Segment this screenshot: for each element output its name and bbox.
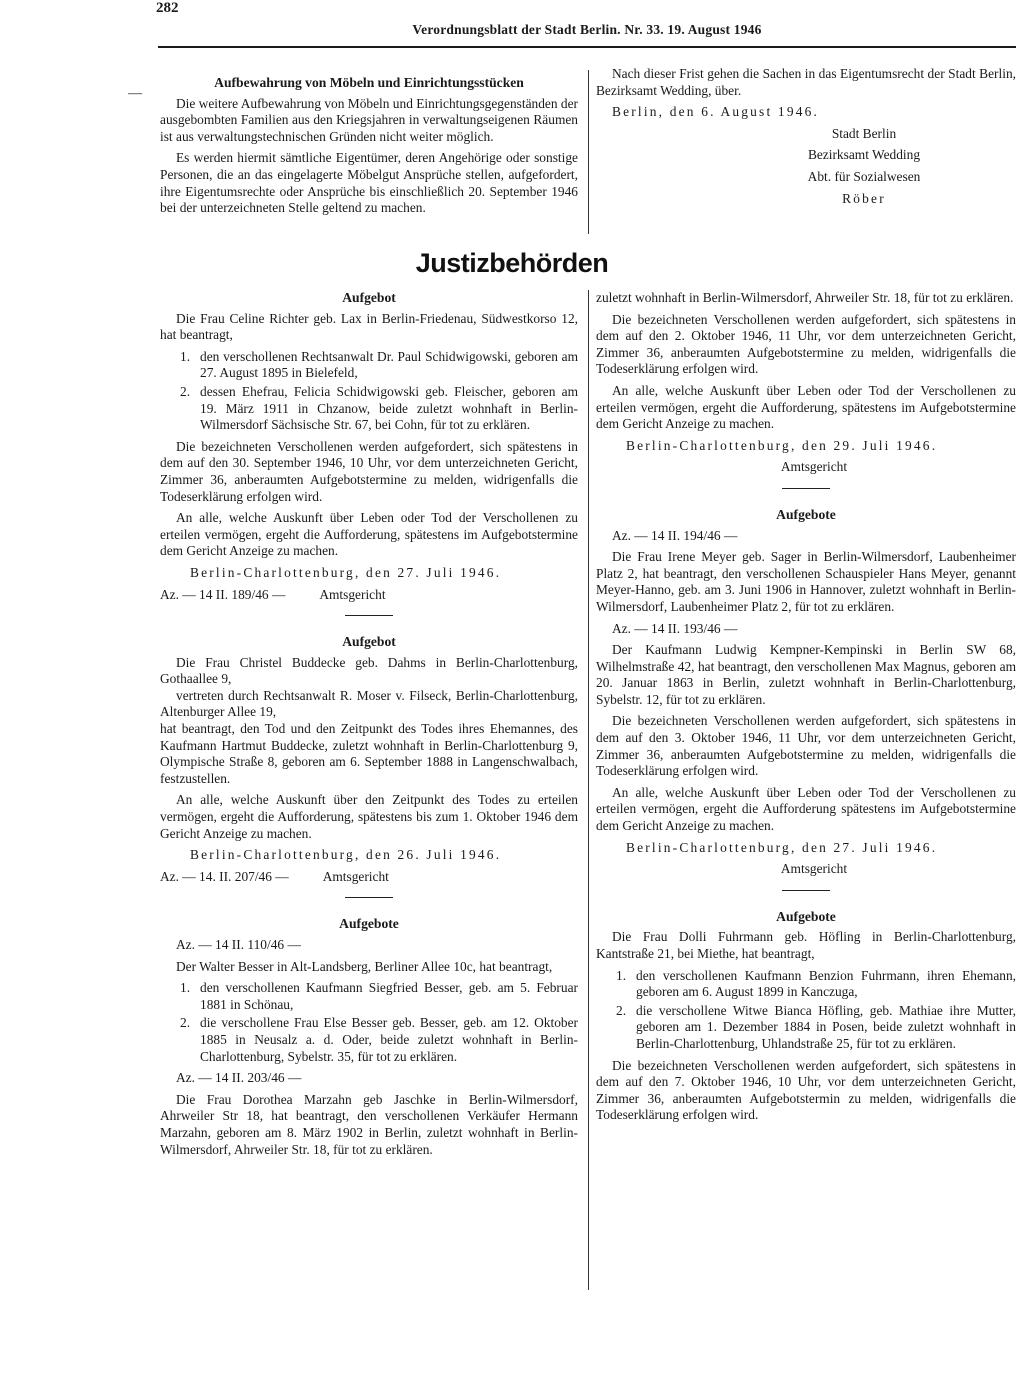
aufgebot-1 — [160, 290, 578, 616]
aufgebote-4-place-date: Berlin-Charlottenburg, den 27. Juli 1946. — [626, 839, 938, 855]
aufgebote-3-place-date: Berlin-Charlottenburg, den 29. Juli 1946. — [626, 437, 938, 453]
list-item: 1. den verschollenen Rechtsanwalt Dr. Paul Schidwigowski, geboren am 27. August 1895 in Bielefeld, — [180, 348, 578, 381]
section-separator — [782, 890, 830, 891]
case-number: Az. — 14 II. 110/46 — — [176, 937, 301, 952]
notice-place-date: Berlin, den 6. August 1946. — [612, 104, 820, 120]
notice-signature-2: Bezirksamt Wedding — [807, 147, 921, 163]
aufgebote-3-continuation: zuletzt wohnhaft in Berlin-Wilmersdorf, Ahrweiler Str. 18, für tot zu erklären. — [596, 290, 1014, 305]
aufgebote-5-list — [596, 968, 1016, 1053]
notice-right-column — [596, 66, 1016, 212]
aufgebote-5 — [596, 909, 1016, 1124]
court-name: Amtsgericht — [780, 861, 848, 877]
case-number: Az. — 14 II. 193/46 — — [612, 620, 738, 636]
case-number: Az. — 14 II. 194/46 — — [612, 527, 738, 543]
list-item: 2. die verschollene Frau Else Besser geb. Besser, geb. am 12. Oktober 1885 in Neusalz a. d. Oder, beide zuletzt wohnhaft in Berlin-Charlottenburg, Sybelstr. 35, für tot zu erklären. — [180, 1015, 578, 1064]
page-number: 282 — [156, 0, 179, 16]
aufgebote-3-intro-2: Die Frau Dorothea Marzahn geb Jaschke in Berlin-Wilmersdorf, Ahrweiler Str 18, hat beantragt, den verschollenen Verkäufer Hermann Marzahn, geboren am 8. März 1902 in Berlin, zuletzt wohnhaft in Berlin-Wilmersdorf, Ahrweiler Str. 18, für tot zu erklären. — [160, 1091, 578, 1157]
column-divider-top — [588, 70, 589, 234]
column-divider-main — [588, 290, 589, 1290]
notice-title: Aufbewahrung von Möbeln und Einrichtungsstücken — [214, 75, 524, 90]
aufgebot-2-paragraph-2: An alle, welche Auskunft über den Zeitpunkt des Todes zu erteilen vermögen, ergeht die Aufforderung, spätestens bis zum 1. Oktober 1946 dem Gericht Anzeige zu machen. — [160, 792, 578, 841]
notice-left-column — [160, 75, 578, 216]
list-item: 2. dessen Ehefrau, Felicia Schidwigowski geb. Fleischer, geboren am 19. März 1911 in Chzanow, beide zuletzt wohnhaft in Berlin-Wilmersdorf Sächsische Str. 67, bei Cohn, für tot zu erklären. — [180, 383, 578, 433]
list-item: 1. den verschollenen Kaufmann Benzion Fuhrmann, ihren Ehemann, geboren am 6. August 1899 in Kanczuga, — [616, 967, 1016, 1000]
header-rule — [158, 46, 1016, 48]
left-column — [160, 290, 578, 1157]
aufgebote-3-paragraph-1: Die bezeichneten Verschollenen werden aufgefordert, sich spätestens in dem auf den 2. Oktober 1946, 11 Uhr, vor dem unterzeichneten Gericht, Zimmer 36, anberaumten Aufgebotstermine zu melden, widrigenfalls die Todeserklärung erfolgen wird. — [596, 311, 1016, 377]
aufgebot-2-title: Aufgebot — [342, 634, 396, 650]
notice-signature-1: Stadt Berlin — [831, 125, 897, 141]
aufgebote-4-intro-1: Die Frau Irene Meyer geb. Sager in Berlin-Wilmersdorf, Laubenheimer Platz 2, hat beantragt, den verschollenen Schauspieler Hans Meyer, genannt Meyer-Hanno, geb. am 3. Juni 1906 in Hannover, zuletzt wohnhaft in Berlin-Wilmersdorf, Laubenheimer Platz 2, für tot zu erklären. — [596, 549, 1016, 614]
aufgebot-2-body: hat beantragt, den Tod und den Zeitpunkt des Todes ihres Ehemannes, des Kaufmann Hartmut Buddecke, zuletzt wohnhaft in Berlin-Charlottenburg 9, Olympische Straße 8, geboren am 6. September 1888 in Langenschwalbach, festzustellen. — [160, 721, 578, 786]
aufgebot-2-place-date: Berlin-Charlottenburg, den 26. Juli 1946. — [190, 847, 502, 863]
aufgebote-3-list — [160, 980, 578, 1065]
aufgebot-1-paragraph-1: Die bezeichneten Verschollenen werden aufgefordert, sich spätestens in dem auf den 30. September 1946, 10 Uhr, vor dem unterzeichneten Gericht, Zimmer 36, anberaumten Aufgebotstermine zu melden, widrigenfalls die Todeserklärung erfolgen wird. — [160, 438, 578, 504]
aufgebot-2-intro: Die Frau Christel Buddecke geb. Dahms in Berlin-Charlottenburg, Gothaallee 9, — [160, 654, 578, 687]
aufgebot-1-paragraph-2: An alle, welche Auskunft über Leben oder Tod der Verschollenen zu erteilen vermögen, ergeht die Aufforderung, spätestens im Aufgebotstermine dem Gericht Anzeige zu machen. — [160, 510, 578, 559]
page-header: Verordnungsblatt der Stadt Berlin. Nr. 33. 19. August 1946 — [412, 22, 762, 37]
aufgebote-4-paragraph-1: Die bezeichneten Verschollenen werden aufgefordert, sich spätestens in dem auf den 3. Oktober 1946, 11 Uhr, vor dem unterzeichneten Gericht, Zimmer 36, anberaumten Aufgebotstermine zu melden, widrigenfalls die Todeserklärung erfolgen wird. — [596, 713, 1016, 779]
notice-paragraph-1: Die weitere Aufbewahrung von Möbeln und Einrichtungsgegenständen der ausgebombten Familien aus den Kriegsjahren in verwaltungseigenen Räumen ist aus verwaltungstechnischen Gründen nicht weiter möglich. — [160, 95, 578, 144]
court-name: Amtsgericht — [780, 459, 848, 475]
aufgebote-4-intro-2: Der Kaufmann Ludwig Kempner-Kempinski in Berlin SW 68, Wilhelmstraße 42, hat beantragt, den verschollenen Max Magnus, geboren am 20. Januar 1863 in Berlin, zuletzt wohnhaft in Berlin-Charlottenburg, Sybelstr. 12, für tot zu erklären. — [596, 642, 1016, 707]
aufgebote-3-continued — [596, 290, 1016, 489]
aufgebote-5-paragraph-1: Die bezeichneten Verschollenen werden aufgefordert, sich spätestens in dem auf den 7. Oktober 1946, 10 Uhr, vor dem unterzeichneten Gericht, Zimmer 36, anberaumten Aufgebotstermin zu melden, widrigenfalls die Todeserklärung erfolgen wird. — [596, 1057, 1016, 1123]
aufgebote-4-title: Aufgebote — [776, 506, 836, 522]
section-title: Justizbehörden — [415, 248, 609, 278]
list-item: 2. die verschollene Witwe Bianca Höfling, geb. Mathiae ihre Mutter, geboren am 1. Dezember 1884 in Posen, beide zuletzt wohnhaft in Berlin-Charlottenburg, Uhlandstraße 25, für tot zu erklären. — [616, 1002, 1016, 1051]
aufgebote-3-title: Aufgebote — [339, 916, 399, 932]
court-name: Amtsgericht — [319, 586, 386, 602]
aufgebot-1-title: Aufgebot — [342, 290, 396, 305]
notice-signature-4: Röber — [842, 190, 886, 206]
aufgebot-1-reference — [160, 587, 578, 604]
right-column — [596, 290, 1016, 1129]
case-number: Az. — 14 II. 189/46 — — [160, 586, 286, 602]
margin-dash: — — [128, 86, 142, 101]
aufgebote-4-paragraph-2: An alle, welche Auskunft über Leben oder Tod der Verschollenen zu erteilen vermögen, ergeht die Aufforderung spätestens im Aufgebotstermine dem Gericht Anzeige zu machen. — [596, 784, 1016, 834]
case-number: Az. — 14 II. 203/46 — — [176, 1070, 302, 1086]
notice-paragraph-2: Es werden hiermit sämtliche Eigentümer, deren Angehörige oder sonstige Personen, die an das eingelagerte Möbelgut Ansprüche stellen, aufgefordert, ihre Eigentumsrechte oder Ansprüche bis einschließlich 20. September 1946 bei der unterzeichneten Stelle geltend zu machen. — [160, 150, 578, 216]
aufgebot-1-place-date: Berlin-Charlottenburg, den 27. Juli 1946. — [190, 564, 502, 580]
aufgebote-3-intro-1: Der Walter Besser in Alt-Landsberg, Berliner Allee 10c, hat beantragt, — [176, 958, 553, 974]
notice-signature-3: Abt. für Sozialwesen — [807, 168, 921, 184]
aufgebote-4 — [596, 507, 1016, 891]
aufgebote-3-paragraph-2: An alle, welche Auskunft über Leben oder Tod der Verschollenen zu erteilen vermögen, ergeht die Aufforderung, spätestens im Aufgebotstermine dem Gericht Anzeige zu machen. — [596, 382, 1016, 432]
court-name: Amtsgericht — [322, 868, 389, 884]
aufgebot-2 — [160, 634, 578, 898]
section-separator — [782, 488, 830, 489]
aufgebote-3 — [160, 916, 578, 1157]
aufgebot-1-intro: Die Frau Celine Richter geb. Lax in Berlin-Friedenau, Südwestkorso 12, hat beantragt, — [160, 310, 578, 343]
aufgebot-2-representative: vertreten durch Rechtsanwalt R. Moser v. Filseck, Berlin-Charlottenburg, Altenburger Allee 19, — [160, 687, 578, 720]
section-separator — [345, 615, 393, 616]
section-separator — [345, 897, 393, 898]
list-item: 1. den verschollenen Kaufmann Siegfried Besser, geb. am 5. Februar 1881 in Schönau, — [180, 980, 578, 1012]
aufgebote-5-title: Aufgebote — [776, 908, 836, 924]
case-number: Az. — 14. II. 207/46 — — [160, 868, 289, 884]
aufgebote-5-intro: Die Frau Dolli Fuhrmann geb. Höfling in Berlin-Charlottenburg, Kantstraße 21, bei Miethe, hat beantragt, — [596, 929, 1016, 961]
aufgebot-2-reference — [160, 869, 578, 886]
notice-paragraph-3: Nach dieser Frist gehen die Sachen in das Eigentumsrecht der Stadt Berlin, Bezirksamt Wedding, über. — [596, 66, 1016, 98]
aufgebot-1-list — [160, 349, 578, 434]
